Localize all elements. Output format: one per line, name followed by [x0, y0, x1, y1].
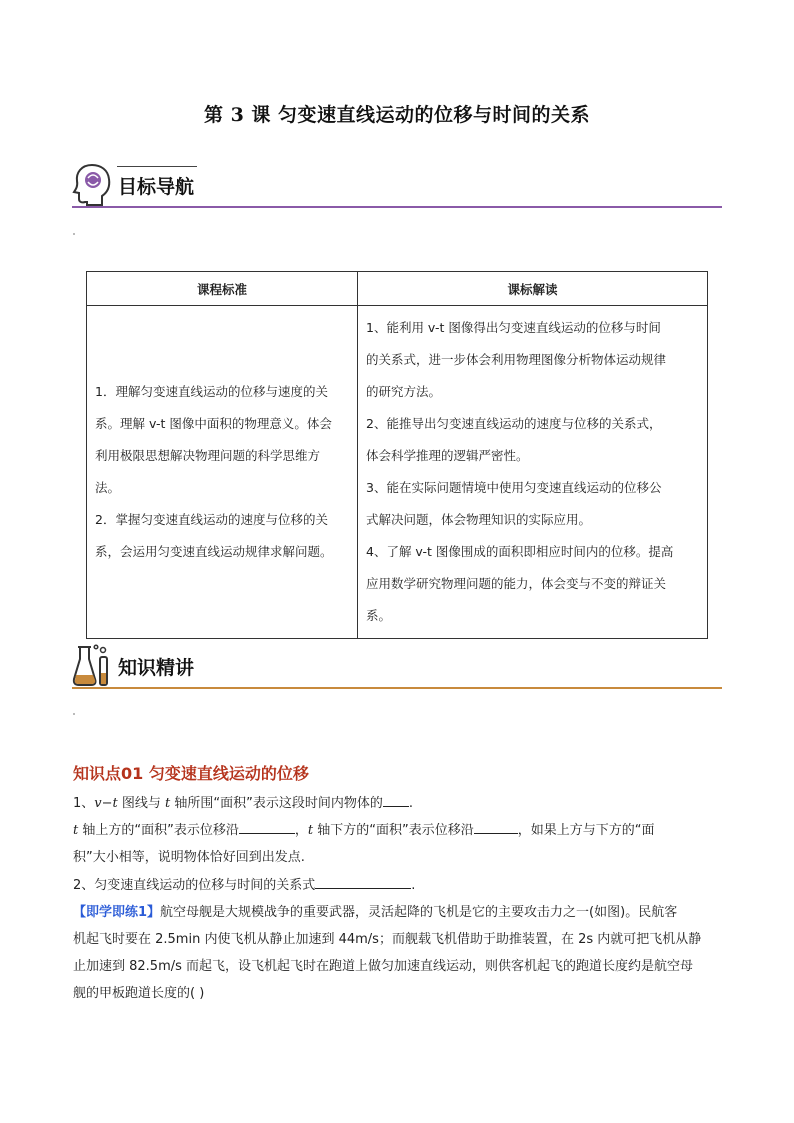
curriculum-table — [86, 271, 708, 639]
cell-line: 2．掌握匀变速直线运动的速度与位移的关 — [95, 512, 328, 527]
kp-paragraph-3 — [73, 872, 723, 899]
cell-line: 3、能在实际问题情境中使用匀变速直线运动的位移公 — [366, 480, 662, 495]
brain-head-icon — [72, 162, 112, 206]
text: 止加速到 82.5m/s 而起飞，设飞机起飞时在跑道上做匀加速直线运动，则供客机起飞的跑道长度约是航空母 — [73, 959, 694, 974]
math-var: t — [165, 796, 171, 811]
text: 积”大小相等，说明物体恰好回到出发点. — [73, 850, 305, 865]
knowledge-section-label: 知识精讲 — [118, 657, 195, 679]
text: 轴下方的“面积”表示位移沿 — [313, 823, 474, 838]
decor-dot — [73, 233, 75, 235]
cell-line: 法。 — [95, 480, 121, 495]
text: 2、匀变速直线运动的位移与时间的关系式 — [73, 878, 316, 893]
lab-flask-icon — [72, 643, 112, 687]
goal-section-rule — [72, 206, 722, 208]
exercise-tag: 【即学即练1】 — [73, 905, 161, 920]
cell-line: 体会科学推理的逻辑严密性。 — [366, 448, 529, 463]
table-header-row — [87, 272, 708, 306]
goal-section-header — [72, 162, 722, 208]
section-overline — [117, 166, 197, 167]
math-var: v−t — [94, 796, 118, 811]
page-title: 第 3 课 匀变速直线运动的位移与时间的关系 — [203, 104, 591, 126]
fill-blank[interactable] — [315, 874, 411, 889]
header-standard-interpretation: 课标解读 — [358, 272, 708, 306]
cell-line: 的研究方法。 — [366, 384, 442, 399]
fill-blank[interactable] — [239, 819, 295, 834]
exercise-paragraph — [73, 899, 723, 1007]
cell-line: 的关系式，进一步体会利用物理图像分析物体运动规律 — [366, 352, 667, 367]
curriculum-standard-cell — [87, 306, 358, 639]
fill-blank[interactable] — [383, 792, 409, 807]
fill-blank[interactable] — [474, 819, 518, 834]
kp-paragraph-2 — [73, 817, 723, 871]
cell-line: 1．理解匀变速直线运动的位移与速度的关 — [95, 384, 328, 399]
text: 舰的甲板跑道长度的( ) — [73, 986, 205, 1001]
cell-line: 1、能利用 v-t 图像得出匀变速直线运动的位移与时间 — [366, 320, 661, 335]
knowledge-point-title: 知识点01 匀变速直线运动的位移 — [73, 764, 309, 783]
text: ，如果上方与下方的“面 — [517, 823, 655, 838]
cell-line: 式解决问题，体会物理知识的实际应用。 — [366, 512, 592, 527]
text: ， — [294, 823, 308, 838]
text: . — [408, 796, 413, 811]
cell-line: 利用极限思想解决物理问题的科学思维方 — [95, 448, 321, 463]
kp-paragraph-1 — [73, 790, 723, 817]
cell-line: 系。理解 v-t 图像中面积的物理意义。体会 — [95, 416, 332, 431]
text: 航空母舰是大规模战争的重要武器，灵活起降的飞机是它的主要攻击力之一(如图)。民航客 — [160, 905, 678, 920]
math-var: t — [307, 823, 314, 838]
standard-interpretation-cell — [358, 306, 708, 639]
text: 1、 — [73, 796, 95, 811]
goal-section-label: 目标导航 — [118, 176, 195, 198]
text: 图线与 — [117, 796, 166, 811]
text: 轴上方的“面积”表示位移沿 — [78, 823, 239, 838]
table-row — [87, 306, 708, 639]
cell-line: 应用数学研究物理问题的能力，体会变与不变的辩证关 — [366, 576, 667, 591]
header-curriculum-standard: 课程标准 — [87, 272, 358, 306]
knowledge-section-header — [72, 643, 722, 689]
cell-line: 4、了解 v-t 图像围成的面积即相应时间内的位移。提高 — [366, 544, 674, 559]
math-var: t — [73, 823, 79, 838]
cell-line: 2、能推导出匀变速直线运动的速度与位移的关系式， — [366, 416, 662, 431]
text: . — [411, 878, 416, 893]
cell-line: 系，会运用匀变速直线运动规律求解问题。 — [95, 544, 333, 559]
knowledge-section-rule — [72, 687, 722, 689]
text: 机起飞时要在 2.5min 内使飞机从静止加速到 44m/s；而舰载飞机借助于助推装置，在 2s 内就可把飞机从静 — [73, 932, 702, 947]
text: 轴所围“面积”表示这段时间内物体的 — [170, 796, 383, 811]
decor-dot — [73, 713, 75, 715]
cell-line: 系。 — [366, 608, 392, 623]
